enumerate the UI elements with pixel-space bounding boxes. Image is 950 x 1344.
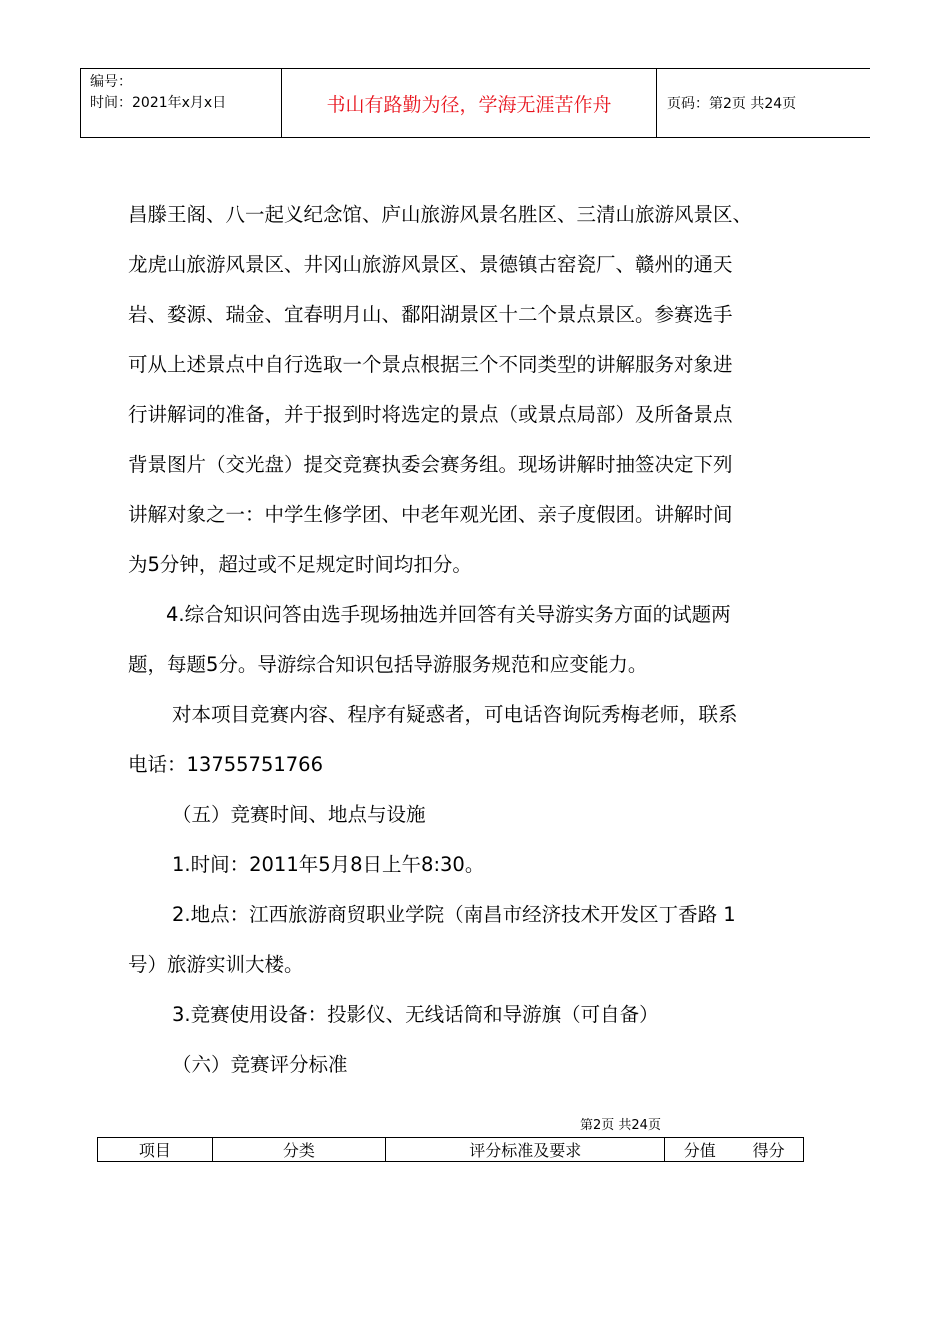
body-line: 3.竞赛使用设备：投影仪、无线话筒和导游旗（可自备） [172,1003,659,1026]
body-line: 行讲解词的准备，并于报到时将选定的景点（或景点局部）及所备景点 [128,403,733,426]
table-header-cell: 分值 [683,1141,716,1160]
body-line: 电话：13755751766 [128,753,323,776]
body-line: 2.地点：江西旅游商贸职业学院（南昌市经济技术开发区丁香路 1 [172,903,736,926]
body-line: 昌滕王阁、八一起义纪念馆、庐山旅游风景名胜区、三清山旅游风景区、 [128,203,753,226]
section-heading: （六）竞赛评分标准 [172,1053,348,1076]
table-header-cell: 评分标准及要求 [386,1138,665,1161]
body-line: 对本项目竞赛内容、程序有疑惑者，可电话咨询阮秀梅老师，联系 [172,703,738,726]
body-line: 讲解对象之一：中学生修学团、中老年观光团、亲子度假团。讲解时间 [128,503,733,526]
scoring-table-header [97,1137,804,1162]
body-line: 龙虎山旅游风景区、井冈山旅游风景区、景德镇古窑瓷厂、赣州的通天 [128,253,733,276]
table-header-cell-group [665,1138,803,1161]
table-header-cell: 得分 [752,1141,785,1160]
body-line: 岩、婺源、瑞金、宜春明月山、鄱阳湖景区十二个景点景区。参赛选手 [128,303,733,326]
document-body [128,190,840,1090]
footer-page-number: 第2页 共24页 [580,1118,661,1133]
header-meta [80,69,282,137]
serial-number-label: 编号： [90,74,132,90]
body-line: 4.综合知识问答由选手现场抽选并回答有关导游实务方面的试题两 [166,603,731,626]
table-header-cell: 分类 [213,1138,387,1161]
header-page-info: 页码：第2页 共24页 [656,69,870,137]
body-line: 可从上述景点中自行选取一个景点根据三个不同类型的讲解服务对象进 [128,353,733,376]
body-line: 号）旅游实训大楼。 [128,953,304,976]
body-line: 1.时间：2011年5月8日上午8:30。 [172,853,485,876]
body-line: 为5分钟，超过或不足规定时间均扣分。 [128,553,472,576]
section-heading: （五）竞赛时间、地点与设施 [172,803,426,826]
body-line: 题，每题5分。导游综合知识包括导游服务规范和应变能力。 [128,653,648,676]
time-label: 时间：2021年x月x日 [90,95,227,111]
header-motto: 书山有路勤为径，学海无涯苦作舟 [326,93,612,116]
body-line: 背景图片（交光盘）提交竞赛执委会赛务组。现场讲解时抽签决定下列 [128,453,733,476]
table-header-cell: 项目 [98,1138,213,1161]
document-header [80,68,870,138]
